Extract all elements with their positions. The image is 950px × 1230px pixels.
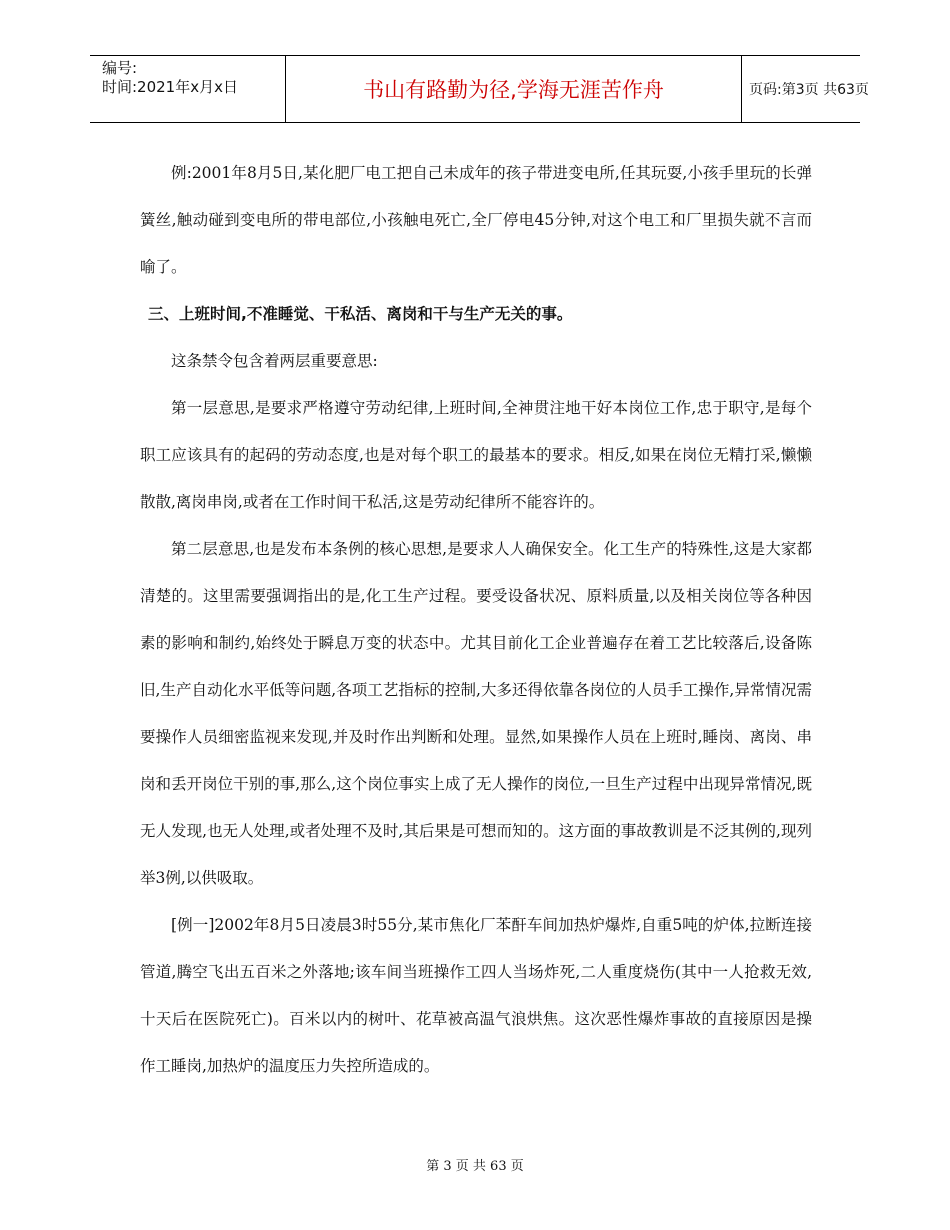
document-time-label: 时间:2021年x月x日 <box>102 78 238 96</box>
header-motto-cell <box>285 56 742 122</box>
page-header <box>90 55 869 123</box>
case-one-paragraph: [例一]2002年8月5日凌晨3时55分,某市焦化厂苯酐车间加热炉爆炸,自重5吨的炉体,拉断连接管道,腾空飞出五百米之外落地;该车间当班操作工四人当场炸死,二人重度烧伤(其中一人抢救无效,十天后在医院死亡)。百米以内的树叶、花草被高温气浪烘焦。这次恶性爆炸事故的直接原因是操作工睡岗,加热炉的温度压力失控所造成的。 <box>140 916 812 1075</box>
intro-paragraph: 这条禁令包含着两层重要意思: <box>171 352 378 370</box>
document-number-label: 编号: <box>102 59 138 77</box>
example-paragraph: 例:2001年8月5日,某化肥厂电工把自己未成年的孩子带进变电所,任其玩耍,小孩手里玩的长弹簧丝,触动碰到变电所的带电部位,小孩触电死亡,全厂停电45分钟,对这个电工和厂里损失就不言而喻了。 <box>140 164 812 276</box>
document-body <box>140 150 812 1090</box>
page-footer: 第 3 页 共 63 页 <box>426 1159 524 1174</box>
header-page-info: 页码:第3页 共63页 <box>749 82 869 98</box>
header-meta <box>90 56 285 122</box>
first-meaning-paragraph: 第一层意思,是要求严格遵守劳动纪律,上班时间,全神贯注地干好本岗位工作,忠于职守,是每个职工应该具有的起码的劳动态度,也是对每个职工的最基本的要求。相反,如果在岗位无精打采,懒懒散散,离岗串岗,或者在工作时间干私活,这是劳动纪律所不能容许的。 <box>140 399 812 511</box>
header-page-cell <box>741 56 869 122</box>
second-meaning-paragraph: 第二层意思,也是发布本条例的核心思想,是要求人人确保安全。化工生产的特殊性,这是大家都清楚的。这里需要强调指出的是,化工生产过程。要受设备状况、原料质量,以及相关岗位等各种因素的影响和制约,始终处于瞬息万变的状态中。尤其目前化工企业普遍存在着工艺比较落后,设备陈旧,生产自动化水平低等问题,各项工艺指标的控制,大多还得依靠各岗位的人员手工操作,异常情况需要操作人员细密监视来发现,并及时作出判断和处理。显然,如果操作人员在上班时,睡岗、离岗、串岗和丢开岗位干别的事,那么,这个岗位事实上成了无人操作的岗位,一旦生产过程中出现异常情况,既无人发现,也无人处理,或者处理不及时,其后果是可想而知的。这方面的事故教训是不泛其例的,现列举3例,以供吸取。 <box>140 540 812 887</box>
motto-text: 书山有路勤为径,学海无涯苦作舟 <box>363 78 664 102</box>
section-heading: 三、上班时间,不准睡觉、干私活、离岗和干与生产无关的事。 <box>148 305 573 323</box>
